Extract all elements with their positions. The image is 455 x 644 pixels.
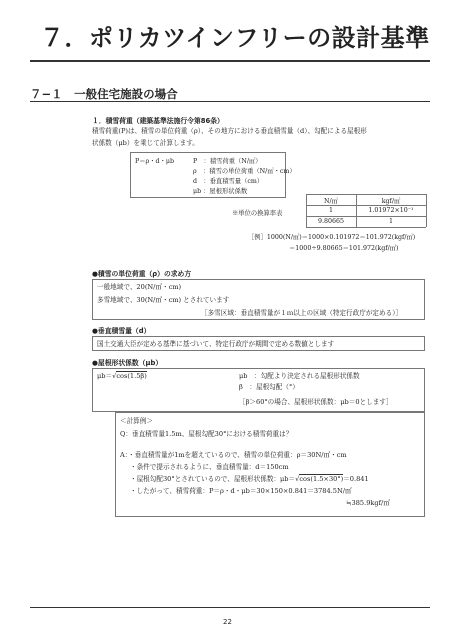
calc-answer-3-radicand: cos(1.5×30°) (299, 475, 344, 483)
section-rule (30, 101, 430, 102)
shape-coef-def-beta: β ：屋根勾配（°） (239, 383, 299, 391)
calc-answer-2: ・条件で提示されるように、垂直積雪量：d＝150cm (130, 463, 289, 471)
conversion-label: ※単位の換算率表 (232, 210, 283, 217)
calc-question: Q：垂直積雪量1.5m、屋根勾配30°における積雪荷重は？ (120, 430, 293, 438)
unit-load-heading: ●積雪の単位荷重（ρ）の求め方 (92, 270, 192, 278)
def-rho: ρ ：積雪の単位荷重（N/㎡・cm） (193, 168, 296, 175)
def-d: d ：垂直積雪量（cm） (193, 178, 264, 185)
shape-coef-def-mub: μb ：勾配より決定される屋根形状係数 (239, 372, 360, 380)
conversion-example-2: ＝1000÷9.80665＝101.972(kgf/㎡) (289, 245, 399, 252)
calc-answer-1: A：・垂直積雪量が1mを超えているので、積雪の単位荷重：ρ＝30N/㎡・cm (120, 451, 347, 459)
snow-depth-box (92, 336, 425, 351)
shape-coef-heading: ●屋根形状係数（μb） (92, 359, 163, 367)
title-rule (30, 60, 430, 62)
shape-coef-formula-radicand: cos(1.5β) (116, 372, 147, 380)
shape-coef-note: ［β＞60°の場合、屋根形状係数：μb＝0とします］ (239, 398, 393, 406)
conv-cell: 9.80665 (317, 218, 345, 225)
snow-load-heading: １．積雪荷重（建築基準法施行令第86条） (92, 117, 224, 125)
snow-load-text-1: 積雪荷重(P)は、積雪の単位荷重（ρ）、その地方における垂直積雪量（d）、勾配による屋根形 (92, 127, 367, 135)
conversion-table (306, 194, 426, 228)
snow-load-formula: P＝ρ・d・μb (135, 158, 174, 165)
calc-answer-3 (130, 473, 369, 485)
calc-answer-5: ≒385.9kgf/㎡ (346, 499, 390, 507)
conv-header-nm2: N/㎡ (324, 198, 338, 205)
conv-cell: 1 (328, 207, 333, 214)
section-title: ７−１ 一般住宅施設の場合 (30, 87, 178, 101)
chapter-title: ７．ポリカツインフリーの設計基準 (40, 24, 430, 52)
unit-load-box (92, 279, 425, 320)
shape-coef-formula (97, 370, 147, 382)
def-p: P ：積雪荷重（N/㎡） (193, 158, 262, 165)
calc-example-label: ＜計算例＞ (120, 417, 153, 425)
footer-rule (30, 607, 430, 608)
unit-load-note: ［多雪区域：垂直積雪量が１ｍ以上の区域（特定行政庁が定める）］ (201, 309, 403, 317)
snow-depth-heading: ●垂直積雪量（d） (92, 327, 151, 335)
calc-answer-4: ・したがって、積雪荷重：P＝ρ・d・μb＝30×150×0.841＝3784.5N/㎡ (130, 487, 352, 495)
def-mub: μb ：屋根形状係数 (193, 188, 248, 195)
snow-load-text-2: 状係数（μb）を乗じて計算します。 (92, 139, 199, 147)
unit-load-text-1: 一般地域で、20(N/㎡・cm) (97, 283, 182, 291)
snow-depth-text: 国土交通大臣が定める基準に基づいて、特定行政庁が期間で定める数値とします (97, 340, 335, 348)
sqrt-icon: √ (295, 475, 300, 483)
shape-coef-box (92, 368, 425, 412)
page-number: 22 (223, 618, 232, 626)
shape-coef-formula-lhs: μb＝ (97, 372, 113, 380)
unit-load-text-2: 多雪地域で、30(N/㎡・cm) とされています (97, 296, 230, 304)
sqrt-icon: √ (112, 372, 117, 380)
conv-cell: 1.01972×10⁻¹ (368, 207, 414, 214)
calc-example-box (115, 412, 425, 517)
conversion-example-1: ［例］1000(N/㎡)＝1000×0.101972＝101.972(kgf/㎡) (248, 234, 416, 241)
conv-cell: 1 (388, 218, 393, 225)
calc-answer-3-pre: ・屋根勾配30°とされているので、屋根形状係数：μb＝ (130, 475, 296, 483)
calc-answer-3-post: ＝0.841 (343, 475, 369, 483)
formula-box (130, 152, 296, 198)
conv-header-kgf: kgf/㎡ (381, 198, 401, 205)
